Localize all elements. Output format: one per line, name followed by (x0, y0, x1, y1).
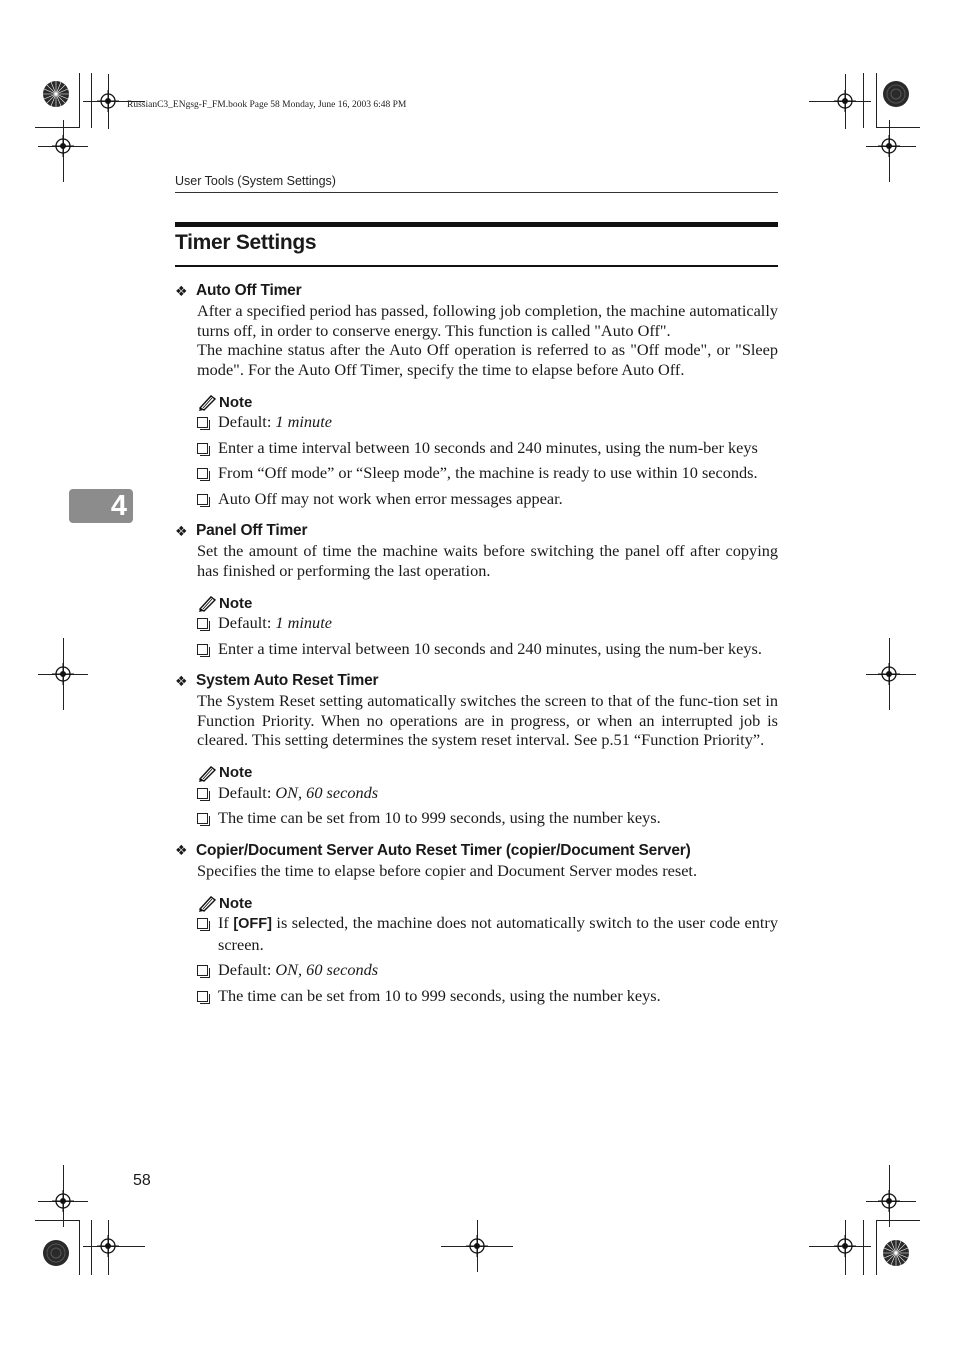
section-auto-off-timer (175, 281, 778, 508)
page-number: 58 (133, 1172, 151, 1189)
note-heading: Note (197, 593, 778, 613)
paragraph: The System Reset setting automatically switches the screen to that of the func-tion set in Function Priority. When no operations are in progress, or when an interrupted job is cleared. This setting determines the system reset interval. See p.51 “Function Priority”. (197, 691, 778, 749)
checkbox-bullet-icon (197, 918, 208, 929)
checkbox-bullet-icon (197, 813, 208, 824)
list-item: Default: ON, 60 seconds (197, 783, 778, 803)
paragraph: Specifies the time to elapse before copier and Document Server modes reset. (197, 860, 698, 880)
list-item: Default: ON, 60 seconds (197, 960, 778, 980)
chapter-tab: 4 (69, 489, 133, 523)
running-header: User Tools (System Settings) (175, 174, 336, 188)
section-heading: ❖ Copier/Document Server Auto Reset Timer (copier/Document Server) (175, 841, 691, 859)
checkbox-bullet-icon (197, 494, 208, 505)
checkbox-bullet-icon (197, 443, 208, 454)
diamond-bullet-icon: ❖ (175, 282, 188, 299)
list-item: From “Off mode” or “Sleep mode”, the machine is ready to use within 10 seconds. (197, 463, 778, 483)
list-item: Auto Off may not work when error messages appear. (197, 489, 778, 509)
print-info: RussianC3_ENgsg-F_FM.book Page 58 Monday, June 16, 2003 6:48 PM (127, 100, 407, 110)
section-copier-auto-reset-timer (175, 841, 778, 1006)
section-system-auto-reset-timer (175, 671, 778, 828)
checkbox-bullet-icon (197, 618, 208, 629)
list-item: The time can be set from 10 to 999 seconds, using the number keys. (197, 808, 778, 828)
title-rule (175, 265, 778, 267)
paragraph: After a specified period has passed, following job completion, the machine automatically turns off, in order to conserve energy. This function is called "Auto Off". (197, 301, 778, 340)
section-heading: ❖ Panel Off Timer (175, 522, 308, 539)
pencil-note-icon (197, 594, 219, 612)
list-item: If [OFF] is selected, the machine does not automatically switch to the user code entry screen. (197, 913, 778, 954)
note-list (197, 783, 778, 828)
note-list (197, 613, 778, 658)
content (175, 281, 778, 1005)
pencil-note-icon (197, 894, 219, 912)
checkbox-bullet-icon (197, 991, 208, 1002)
list-item: Enter a time interval between 10 seconds and 240 minutes, using the num-ber keys. (197, 639, 778, 659)
note-heading: Note (197, 763, 778, 783)
note-heading: Note (197, 893, 778, 913)
checkbox-bullet-icon (197, 788, 208, 799)
checkbox-bullet-icon (197, 417, 208, 428)
list-item: The time can be set from 10 to 999 seconds, using the number keys. (197, 986, 778, 1006)
diamond-bullet-icon: ❖ (175, 672, 188, 689)
paragraph: The machine status after the Auto Off operation is referred to as "Off mode", or "Sleep mode". For the Auto Off Timer, specify the time to elapse before Auto Off. (197, 340, 778, 379)
key-label: [OFF] (233, 916, 272, 932)
header-rule (175, 192, 778, 193)
section-panel-off-timer (175, 521, 778, 658)
pencil-note-icon (197, 764, 219, 782)
paragraph: Set the amount of time the machine waits before switching the panel off after copying has finished or performing the last operation. (197, 541, 778, 580)
note-list (197, 412, 778, 508)
list-item: Default: 1 minute (197, 613, 778, 633)
checkbox-bullet-icon (197, 468, 208, 479)
diamond-bullet-icon: ❖ (175, 842, 188, 858)
section-heading: ❖ System Auto Reset Timer (175, 672, 379, 689)
section-heading: ❖ Auto Off Timer (175, 282, 302, 299)
checkbox-bullet-icon (197, 965, 208, 976)
page-title: Timer Settings (175, 231, 317, 254)
title-bar (175, 222, 778, 227)
list-item: Default: 1 minute (197, 412, 778, 432)
note-list (197, 913, 778, 1005)
checkbox-bullet-icon (197, 644, 208, 655)
list-item: Enter a time interval between 10 seconds and 240 minutes, using the num-ber keys (197, 438, 778, 458)
diamond-bullet-icon: ❖ (175, 522, 188, 539)
note-heading: Note (197, 392, 778, 412)
pencil-note-icon (197, 393, 219, 411)
